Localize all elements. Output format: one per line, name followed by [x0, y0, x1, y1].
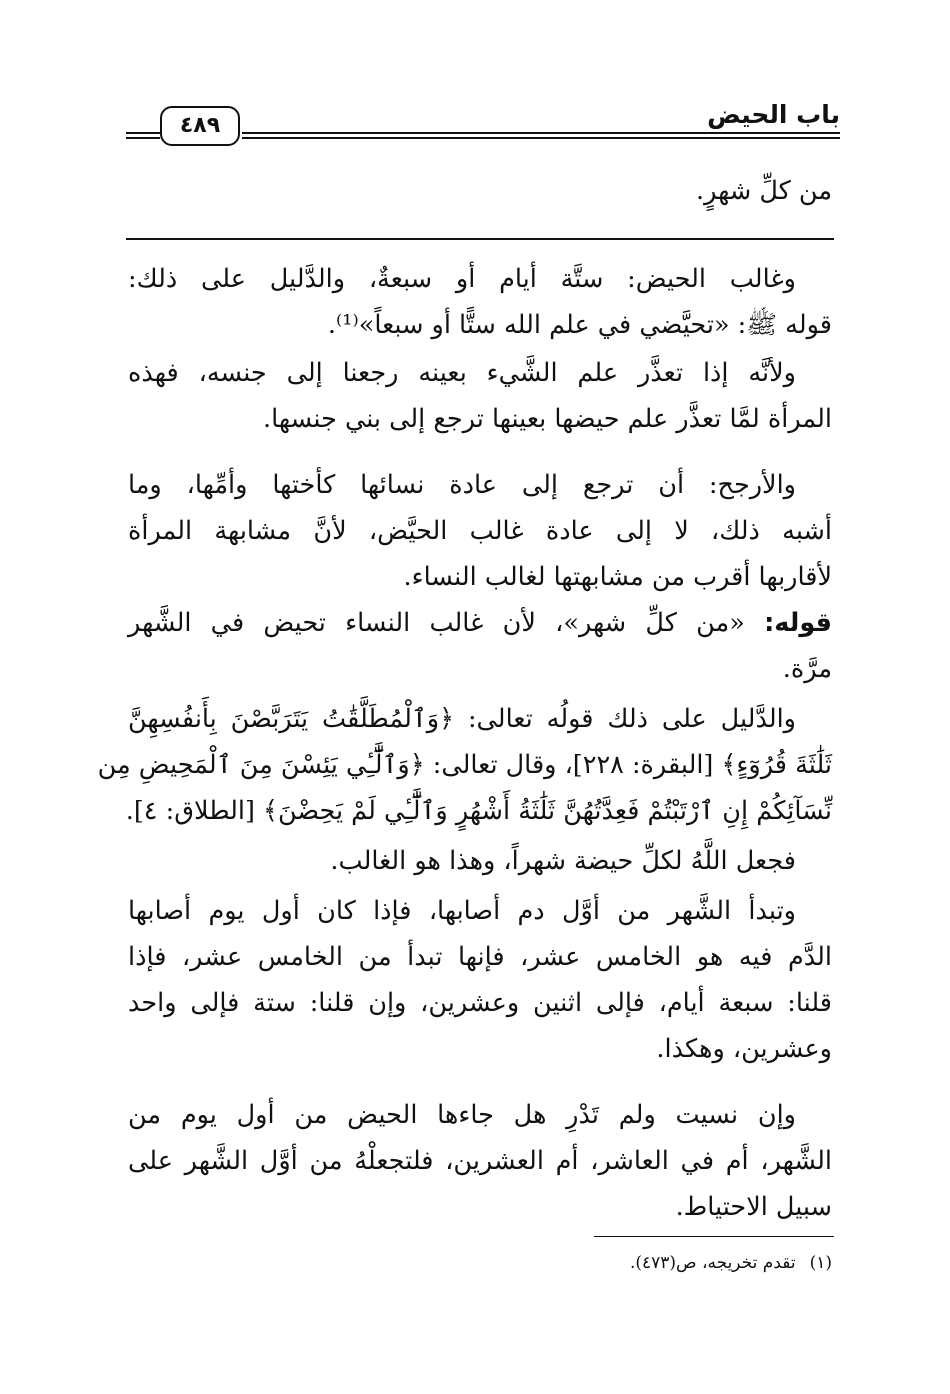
text-line: مرَّة.	[782, 654, 832, 684]
paragraph	[128, 838, 832, 884]
text-line: نِّسَآئِكُمْ إِنِ ٱرْتَبْتُمْ فَعِدَّتُهُنَّ ثَلَٰثَةُ أَشْهُرٍ وَٱلَّٰٓـِٔي لَمْ يَحِضْنَ﴾ [الطلاق: ٤].	[125, 796, 832, 826]
text-line: قوله ﷺ: «تحيَّضي في علم الله ستًّا أو سبعاً»⁽¹⁾.	[327, 310, 832, 340]
paragraph	[97, 696, 832, 834]
paragraph	[128, 350, 832, 442]
text-line: فجعل اللَّهُ لكلِّ حيضة شهراً، وهذا هو الغالب.	[330, 846, 796, 876]
text-line: والأرجح: أن ترجع إلى عادة نسائها كأختها وأمِّها، وما	[128, 470, 796, 500]
paragraph	[128, 1092, 832, 1230]
text-line: وتبدأ الشَّهر من أوَّل دم أصابها، فإذا كان أول يوم أصابها	[128, 896, 796, 926]
paragraph	[128, 888, 832, 1072]
text-line: الدَّم فيه هو الخامس عشر، فإنها تبدأ من الخامس عشر، فإذا	[128, 942, 832, 972]
text-line: سبيل الاحتياط.	[675, 1192, 832, 1222]
text-line: وعشرين، وهكذا.	[656, 1034, 832, 1064]
text-line: والدَّليل على ذلك قولُه تعالى: ﴿وَٱلْمُطَلَّقَٰتُ يَتَرَبَّصْنَ بِأَنفُسِهِنَّ	[128, 704, 796, 734]
page-number: ٤٨٩	[160, 106, 240, 146]
text-line: لأقاربها أقرب من مشابهتها لغالب النساء.	[403, 562, 832, 592]
text-line: الشَّهر، أم في العاشر، أم العشرين، فلتجعلْهُ من أوَّل الشَّهر على	[128, 1146, 832, 1176]
quote-lead: قوله:	[764, 608, 832, 638]
paragraph	[128, 462, 832, 600]
text-line: وغالب الحيض: ستَّة أيام أو سبعةٌ، والدَّليل على ذلك:	[128, 264, 796, 294]
chapter-title: باب الحيض	[707, 100, 840, 129]
header-double-rule-short	[126, 132, 160, 139]
text-line: أشبه ذلك، لا إلى عادة غالب الحيَّض، لأنَّ مشابهة المرأة	[128, 516, 832, 546]
paragraph	[128, 600, 832, 692]
matn-separator-rule	[126, 238, 834, 240]
footnote	[400, 1250, 832, 1276]
text-line: قوله: «من كلِّ شهر»، لأن غالب النساء تحيض في الشَّهر	[128, 608, 832, 638]
footnote-rule	[594, 1236, 834, 1237]
paragraph	[128, 256, 832, 348]
page-header	[120, 92, 840, 152]
text-line: وإن نسيت ولم تَدْرِ هل جاءها الحيض من أول يوم من	[128, 1100, 796, 1130]
header-double-rule	[242, 132, 840, 139]
footnote-text: تقدم تخريجه، ص(٤٧٣).	[629, 1253, 796, 1273]
text-line: قلنا: سبعة أيام، فإلى اثنين وعشرين، وإن قلنا: ستة فإلى واحد	[128, 988, 832, 1018]
footnote-number: (١)	[809, 1253, 832, 1273]
text-line: ثَلَٰثَةَ قُرُوٓءٍ﴾ [البقرة: ٢٢٨]، وقال تعالى: ﴿وَٱلَّٰٓـِٔي يَئِسْنَ مِنَ ٱلْمَحِيضِ مِن	[97, 750, 832, 780]
text-line: المرأة لمَّا تعذَّر علم حيضها بعينها ترجع إلى بني جنسها.	[263, 404, 832, 434]
text-line: ولأنَّه إذا تعذَّر علم الشَّيء بعينه رجعنا إلى جنسه، فهذه	[128, 358, 796, 388]
intro-line: من كلِّ شهرٍ.	[695, 176, 832, 206]
